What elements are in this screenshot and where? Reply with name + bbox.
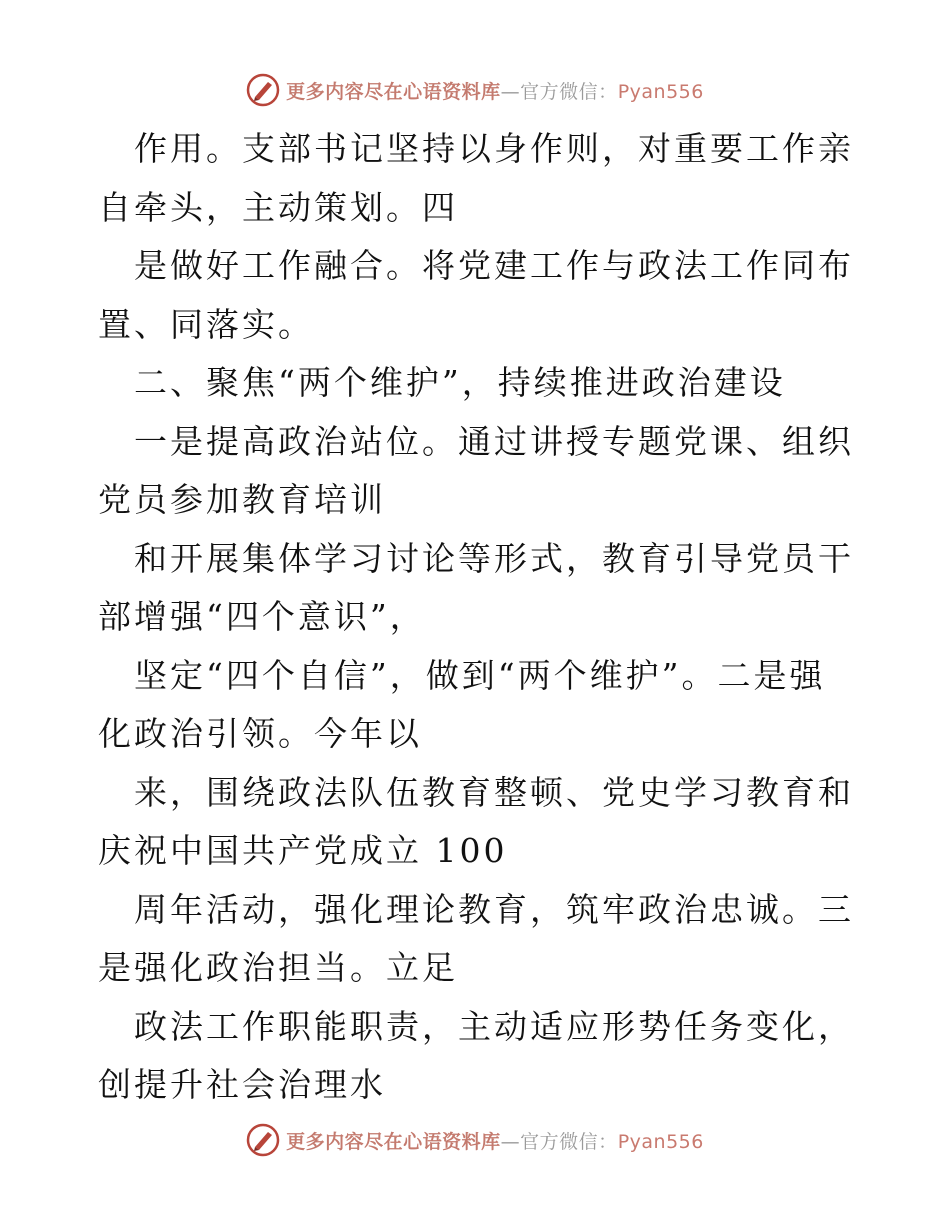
pen-logo-icon bbox=[246, 73, 280, 107]
watermark-text bbox=[286, 77, 704, 104]
paragraph: 来，围绕政法队伍教育整顿、党史学习教育和庆祝中国共产党成立 100 bbox=[98, 772, 854, 870]
section-heading: 二、聚焦“两个维护”，持续推进政治建设 bbox=[134, 363, 786, 402]
paragraph: 作用。支部书记坚持以身作则，对重要工作亲自牵头，主动策划。四 bbox=[98, 129, 854, 227]
document-body bbox=[98, 120, 858, 1115]
watermark-prefix: 更多内容尽在心语资料库 bbox=[286, 1130, 501, 1153]
paragraph: 周年活动，强化理论教育，筑牢政治忠诚。三是强化政治担当。立足 bbox=[98, 889, 854, 987]
paragraph: 坚定“四个自信”，做到“两个维护”。二是强化政治引领。今年以 bbox=[98, 655, 826, 753]
watermark-id: Pyan556 bbox=[617, 1130, 704, 1153]
pen-logo-icon bbox=[246, 1123, 280, 1157]
watermark-official: 官方微信： bbox=[520, 80, 618, 103]
watermark-text bbox=[286, 1127, 704, 1154]
paragraph: 一是提高政治站位。通过讲授专题党课、组织党员参加教育培训 bbox=[98, 421, 854, 519]
header-watermark bbox=[0, 70, 950, 110]
watermark-dash: — bbox=[500, 80, 521, 103]
footer-watermark bbox=[0, 1120, 950, 1160]
watermark-id: Pyan556 bbox=[617, 80, 704, 103]
paragraph: 是做好工作融合。将党建工作与政法工作同布置、同落实。 bbox=[98, 246, 854, 344]
paragraph: 政法工作职能职责，主动适应形势任务变化，创提升社会治理水 bbox=[98, 1006, 854, 1104]
paragraph: 和开展集体学习讨论等形式，教育引导党员干部增强“四个意识”， bbox=[98, 538, 854, 636]
watermark-official: 官方微信： bbox=[520, 1130, 618, 1153]
watermark-dash: — bbox=[500, 1130, 521, 1153]
watermark-prefix: 更多内容尽在心语资料库 bbox=[286, 80, 501, 103]
